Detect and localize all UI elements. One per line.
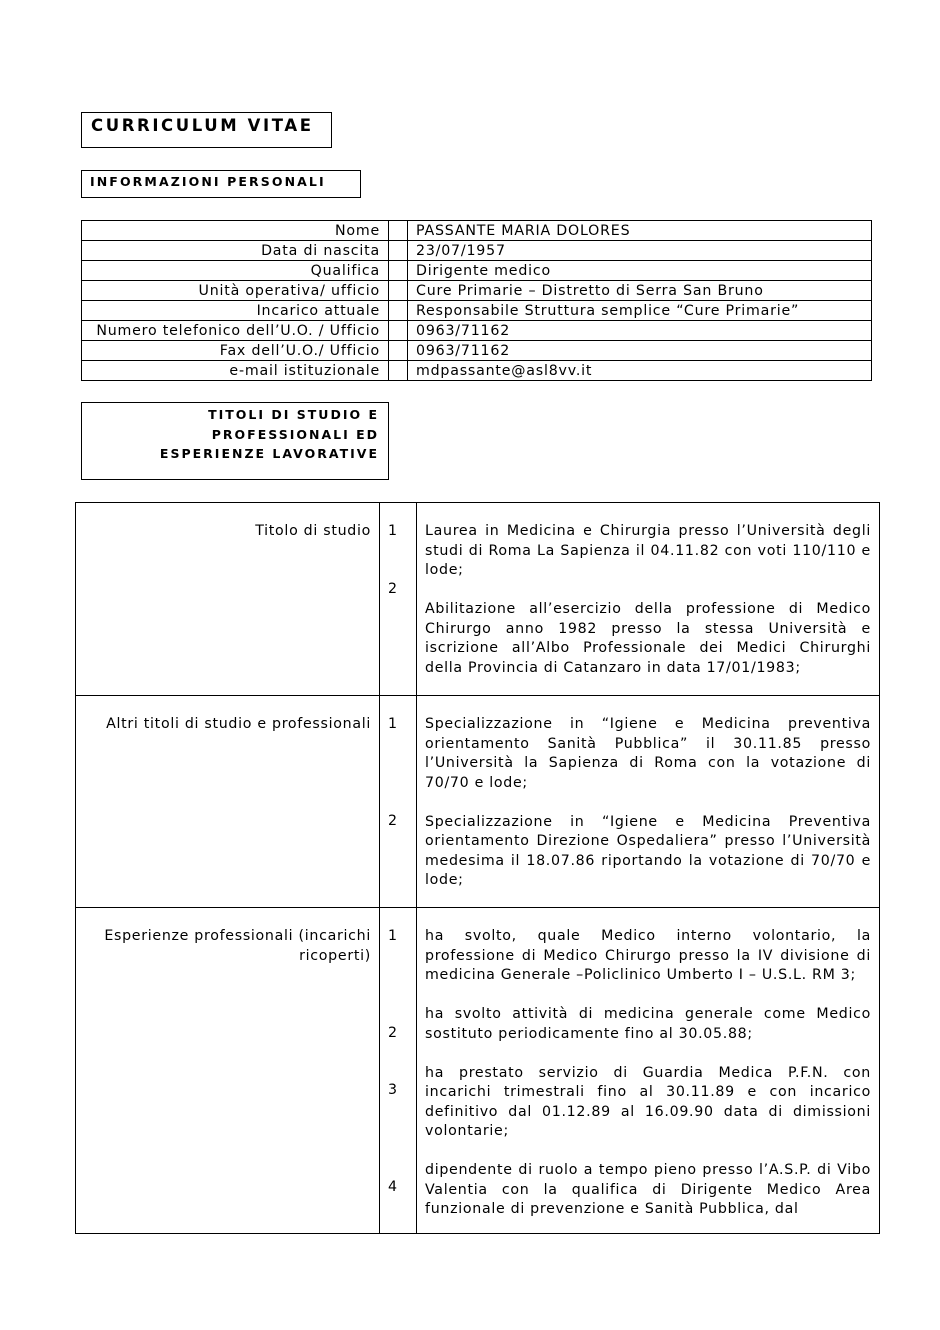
entry-number: 1 (388, 523, 398, 539)
section-category: Titolo di studio (76, 503, 380, 696)
entry-texts (417, 503, 880, 696)
personal-info-table (81, 220, 872, 381)
studies-title-line: PROFESSIONALI ED (211, 426, 379, 442)
entry-number: 3 (388, 1082, 398, 1098)
studies-title-line: ESPERIENZE LAVORATIVE (159, 446, 379, 461)
entry-number: 1 (388, 716, 398, 732)
entry-number: 4 (388, 1178, 398, 1195)
studies-title (81, 402, 389, 480)
entry-text: ha svolto attività di medicina generale come Medico sostituto periodicamente fino al 30.05.88; (425, 1006, 871, 1042)
info-label: Incarico attuale (82, 301, 389, 321)
cv-title: CURRICULUM VITAE (81, 112, 332, 148)
info-label: Unità operativa/ ufficio (82, 281, 389, 301)
info-row (82, 341, 872, 361)
info-label: Qualifica (82, 261, 389, 281)
info-row (82, 221, 872, 241)
entry-text: ha prestato servizio di Guardia Medica P.F.N. con incarichi trimestrali fino al 30.11.89 e con incarico definitivo dal 01.12.89 al 16.09.90 data di dimissioni volontarie; (425, 1064, 871, 1139)
info-row (82, 241, 872, 261)
info-value: mdpassante@asl8vv.it (408, 361, 872, 381)
entry-text: Specializzazione in “Igiene e Medicina preventiva orientamento Sanità Pubblica” il 30.11.85 presso l’Università la Sapienza di Roma con la votazione di 70/70 e lode; (425, 716, 871, 791)
info-value: 0963/71162 (408, 341, 872, 361)
entry-text: Specializzazione in “Igiene e Medicina Preventiva orientamento Direzione Ospedaliera” presso l’Università medesima il 18.07.86 riportando la votazione di 70/70 e lode; (425, 813, 871, 888)
info-label: e-mail istituzionale (82, 361, 389, 381)
info-row (82, 321, 872, 341)
info-row (82, 361, 872, 381)
info-value: Dirigente medico (408, 261, 872, 281)
entry-text: dipendente di ruolo a tempo pieno presso l’A.S.P. di Vibo Valentia con la qualifica di Dirigente Medico Area funzionale di prevenzione e Sanità Pubblica, dal (425, 1162, 871, 1217)
info-value: Responsabile Struttura semplice “Cure Primarie” (408, 301, 872, 321)
entry-texts (417, 908, 880, 1234)
entry-numbers (380, 696, 417, 908)
section-row (76, 908, 880, 1234)
personal-info-title: INFORMAZIONI PERSONALI (81, 170, 361, 198)
entry-text: ha svolto, quale Medico interno volontario, la professione di Medico Chirurgo presso la IV divisione di medicina Generale –Policlinico Umberto I – U.S.L. RM 3; (425, 928, 871, 983)
section-category: Esperienze professionali (incarichi ricoperti) (76, 908, 380, 1234)
info-label: Numero telefonico dell’U.O. / Ufficio (82, 321, 389, 341)
entry-number: 2 (388, 812, 398, 829)
section-category: Altri titoli di studio e professionali (76, 696, 380, 908)
info-row (82, 281, 872, 301)
entry-text: Abilitazione all’esercizio della professione di Medico Chirurgo anno 1982 presso la stessa Università e iscrizione all’Albo Professionale dei Medici Chirurghi della Provincia di Catanzaro in data 17/01/1983; (425, 601, 871, 676)
entry-text: Laurea in Medicina e Chirurgia presso l’Università degli studi di Roma La Sapienza il 04.11.82 con voti 110/110 e lode; (425, 523, 871, 578)
studies-table (75, 502, 880, 1234)
info-label: Fax dell’U.O./ Ufficio (82, 341, 389, 361)
info-row (82, 301, 872, 321)
info-value: 0963/71162 (408, 321, 872, 341)
studies-title-line: TITOLI DI STUDIO E (208, 407, 379, 422)
entry-number: 2 (388, 580, 398, 597)
info-row (82, 261, 872, 281)
entry-number: 2 (388, 1024, 398, 1041)
info-label: Data di nascita (82, 241, 389, 261)
info-label: Nome (82, 221, 389, 241)
entry-numbers (380, 503, 417, 696)
section-row (76, 503, 880, 696)
entry-numbers (380, 908, 417, 1234)
info-value: 23/07/1957 (408, 241, 872, 261)
info-value: Cure Primarie – Distretto di Serra San Bruno (408, 281, 872, 301)
entry-texts (417, 696, 880, 908)
info-value: PASSANTE MARIA DOLORES (408, 221, 872, 241)
section-row (76, 696, 880, 908)
entry-number: 1 (388, 928, 398, 944)
